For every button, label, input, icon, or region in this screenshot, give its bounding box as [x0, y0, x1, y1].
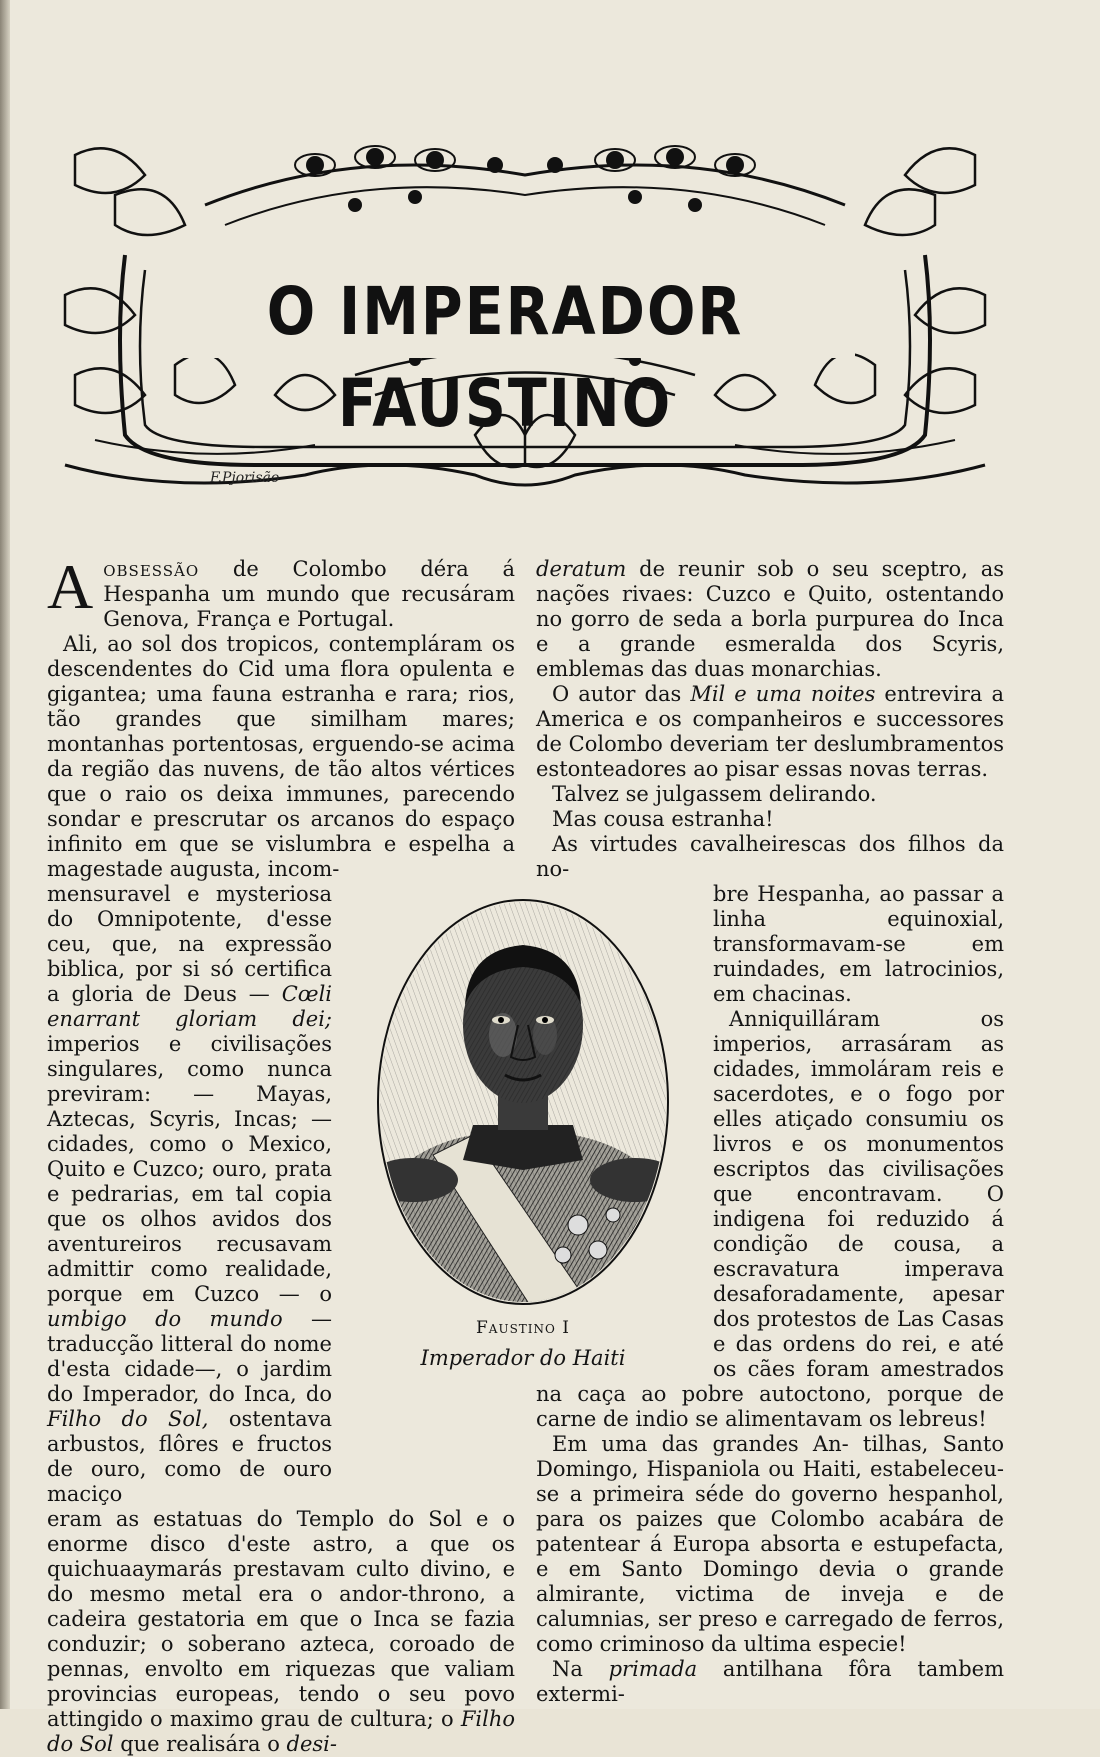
italic-phrase: deratum	[536, 557, 627, 581]
portrait-engraving	[373, 895, 673, 1310]
text-wrap-beside-portrait	[47, 882, 332, 1507]
paragraph-text: que realisára o	[113, 1732, 287, 1756]
paragraph: Anniquilláram os imperios, arrasáram as cidades, immoláram reis e sacerdotes, e o fogo por elles atiçado consumiu os livros e os monumentos escriptos das civilisações que encontravam. O indigena foi reduzido á condição de cousa, a escravatura imperava desaforadamente, apesar dos protestos de Las Casas e das ordens do rei, e até os cães foram amestrados na caça ao pobre autoctono, porque de carne de indio se alimentavam os lebreus!	[536, 1007, 1004, 1431]
paragraph-text: de Colombo déra á Hespanha um mundo que recusáram Genova, França e Portugal.	[103, 557, 515, 631]
paragraph-text: Em uma das grandes An-	[552, 1432, 849, 1456]
italic-phrase: primada	[608, 1657, 698, 1681]
italic-phrase: Filho do Sol	[47, 1707, 515, 1756]
italic-phrase: Filho do Sol,	[47, 1407, 209, 1431]
paragraph	[536, 557, 1004, 682]
paragraph-text: Ali, ao sol dos tropicos, contempláram os descendentes do Cid uma flora opulenta e gigantea; uma fauna estranha e rara; rios, tão grandes que similham mares; montanhas portentosas, erguendo-se acima da região das nuvens, de tão altos vértices que o raio os deixa immunes, parecendo sondar e prescrutar os arcanos do espaço infinito em que se vislumbra e espelha a magestade augusta, incom-	[47, 632, 515, 881]
latin-quote: Cœli enarrant gloriam dei;	[47, 982, 332, 1031]
paragraph-text: O autor das	[552, 682, 691, 706]
paragraph	[536, 1432, 1004, 1657]
italic-phrase: umbigo do mundo	[47, 1307, 283, 1331]
portrait-caption-name: Faustino I	[476, 1318, 570, 1338]
artist-signature: F.Pjorisão	[210, 470, 280, 486]
paragraph	[47, 551, 515, 632]
article-title: O IMPERADOR FAUSTINO	[155, 266, 855, 358]
paragraph-text: imperios e civilisações singulares, como nunca previram: — Mayas, Aztecas, Scyris, Incas; — cidades, como o Mexico, Quito e Cuzco; ouro, prata e pedrarias, em tal copia que os olhos avidos dos aventureiros recusavam admittir como realidade, porque em Cuzco — o	[47, 1032, 332, 1306]
paragraph-text: Na	[552, 1657, 609, 1681]
paragraph-text: mensuravel e mysteriosa do Omnipotente, d'esse ceu, que, na expressão biblica, por si só certifica a gloria de Deus —	[47, 882, 332, 1006]
paragraph	[536, 1657, 1004, 1707]
paragraph-text: antilhana fôra tambem extermi-	[536, 1657, 1004, 1706]
drop-cap: A	[47, 551, 94, 622]
opening-smallcaps: obsessão	[103, 557, 200, 581]
portrait-caption-title: Imperador do Haiti	[420, 1346, 626, 1370]
italic-phrase: desi-	[286, 1732, 337, 1756]
paragraph-text: entrevira a America e os companheiros e successores de Colombo deveriam ter deslumbramentos estonteadores ao pisar essas novas terras.	[536, 682, 1004, 781]
paragraph-text: eram as estatuas do Templo do Sol e o enorme disco d'este astro, a que os quichuaaymarás prestavam culto divino, e do mesmo metal era o andor-throno, a cadeira gestatoria em que o Inca se fazia conduzir; o soberano azteca, coroado de pennas, envolto em riquezas que valiam provincias europeas, tendo o seu povo attingido o maximo grau de cultura; o	[47, 1507, 515, 1731]
paragraph-text: ostentava arbustos, flôres e fructos de ouro, como de ouro maciço	[47, 1407, 332, 1506]
book-spine-shadow	[0, 0, 10, 1709]
paragraph: bre Hespanha, ao passar a linha equinoxial, transformavam-se em ruindades, em latrocinios, em chacinas.	[713, 882, 1004, 1006]
paragraph-text: tilhas, Santo Domingo, Hispaniola ou Haiti, estabeleceu-se a primeira séde do governo hespanhol, para os paizes que Colombo acabára de patentear á Europa absorta e estupefacta, e em Santo Domingo devia o grande almirante, victima de inveja e de calumnias, ser preso e carregado de ferros, como criminoso da ultima especie!	[536, 1432, 1004, 1656]
paragraph: As virtudes cavalheirescas dos filhos da no-	[536, 832, 1004, 881]
paragraph: Talvez se julgassem delirando.	[552, 782, 877, 806]
paragraph: Mas cousa estranha!	[552, 807, 774, 831]
book-title: Mil e uma noites	[690, 682, 876, 706]
paragraph	[47, 632, 515, 882]
paragraph	[536, 682, 1004, 782]
paragraph-text: — traducção litteral do nome d'esta cidade—, o jardim do Imperador, do Inca, do	[47, 1307, 332, 1406]
paragraph-text: de reunir sob o seu sceptro, as nações rivaes: Cuzco e Quito, ostentando no gorro de seda a borla purpurea do Inca e a grande esmeralda dos Scyris, emblemas das duas monarchias.	[536, 557, 1004, 681]
paragraph	[47, 1507, 515, 1757]
